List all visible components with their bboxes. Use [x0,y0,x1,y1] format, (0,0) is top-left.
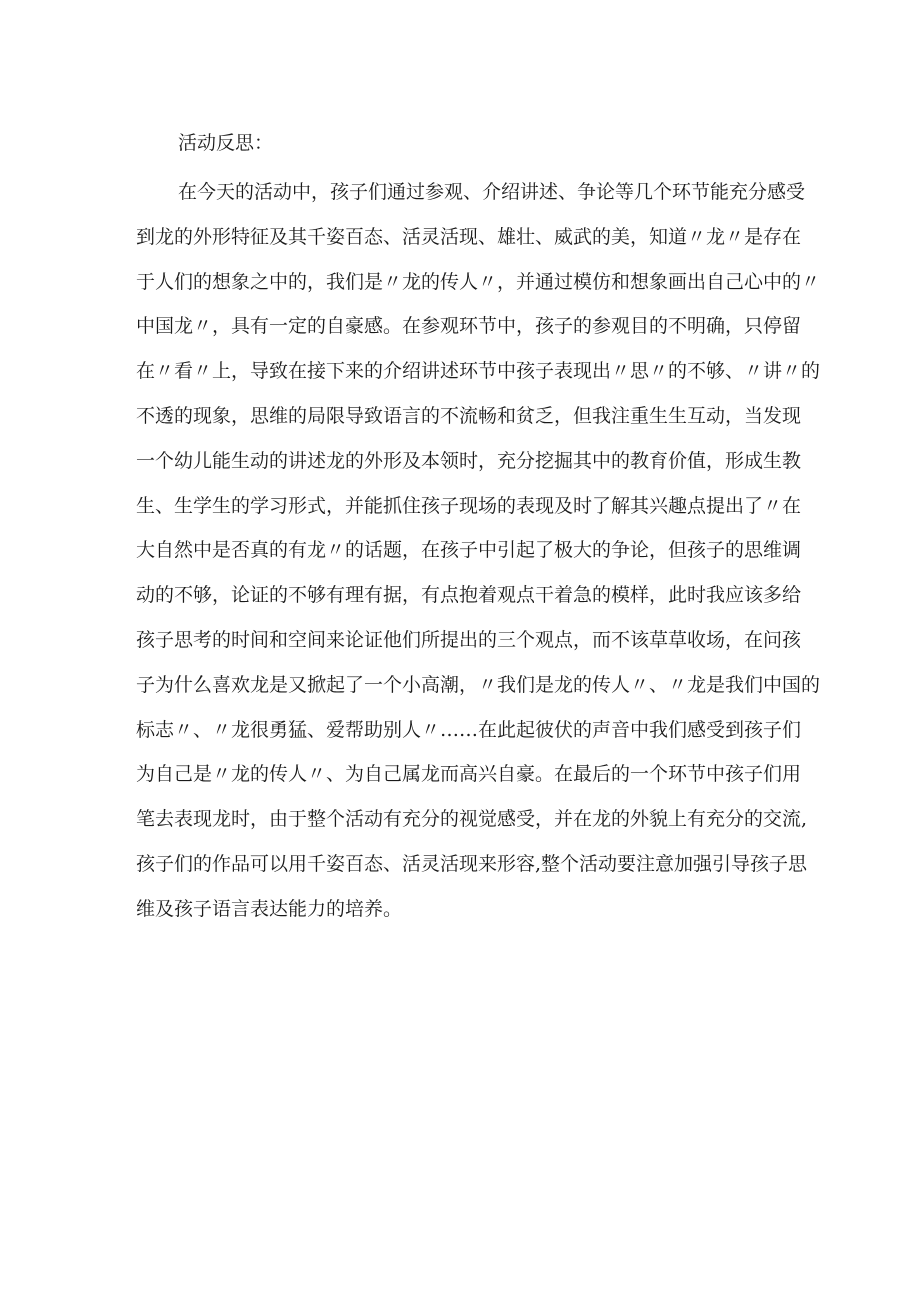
paragraph-line: 动的不够，论证的不够有理有据，有点抱着观点干着急的模样，此时我应该多给 [136,584,802,607]
paragraph-line: 子为什么喜欢龙是又掀起了一个小高潮，〃我们是龙的传人〃、〃龙是我们中国的 [136,673,821,696]
paragraph-line: 孩子们的作品可以用千姿百态、活灵活现来形容,整个活动要注意加强引导孩子思 [136,852,808,875]
paragraph-line: 为自己是〃龙的传人〃、为自己属龙而高兴自豪。在最后的一个环节中孩子们用 [136,763,802,786]
paragraph-line: 维及孩子语言表达能力的培养。 [136,897,403,920]
paragraph-line: 于人们的想象之中的，我们是〃龙的传人〃，并通过模仿和想象画出自己心中的〃 [136,270,821,293]
paragraph-line: 中国龙〃，具有一定的自豪感。在参观环节中，孩子的参观目的不明确，只停留 [136,315,802,338]
paragraph-line: 不透的现象，思维的局限导致语言的不流畅和贫乏，但我注重生生互动，当发现 [136,404,802,427]
paragraph-line: 笔去表现龙时，由于整个活动有充分的视觉感受，并在龙的外貌上有充分的交流, [136,808,808,831]
section-heading: 活动反思： [178,132,274,154]
paragraph-line: 在今天的活动中，孩子们通过参观、介绍讲述、争论等几个环节能充分感受 [178,181,806,203]
paragraph-line: 孩子思考的时间和空间来论证他们所提出的三个观点，而不该草草收场，在问孩 [136,628,802,651]
paragraph-line: 标志〃、〃龙很勇猛、爱帮助别人〃……在此起彼伏的声音中我们感受到孩子们 [136,718,802,741]
paragraph-line: 在〃看〃上，导致在接下来的介绍讲述环节中孩子表现出〃思〃的不够、〃讲〃的 [136,360,821,383]
paragraph-line: 大自然中是否真的有龙〃的话题，在孩子中引起了极大的争论，但孩子的思维调 [136,539,802,562]
paragraph-line: 生、生学生的学习形式，并能抓住孩子现场的表现及时了解其兴趣点提出了〃在 [136,494,802,517]
paragraph-line: 一个幼儿能生动的讲述龙的外形及本领时，充分挖掘其中的教育价值，形成生教 [136,449,802,472]
paragraph-line: 到龙的外形特征及其千姿百态、活灵活现、雄壮、威武的美，知道〃龙〃是存在 [136,225,802,248]
reflection-paragraph [136,170,821,932]
